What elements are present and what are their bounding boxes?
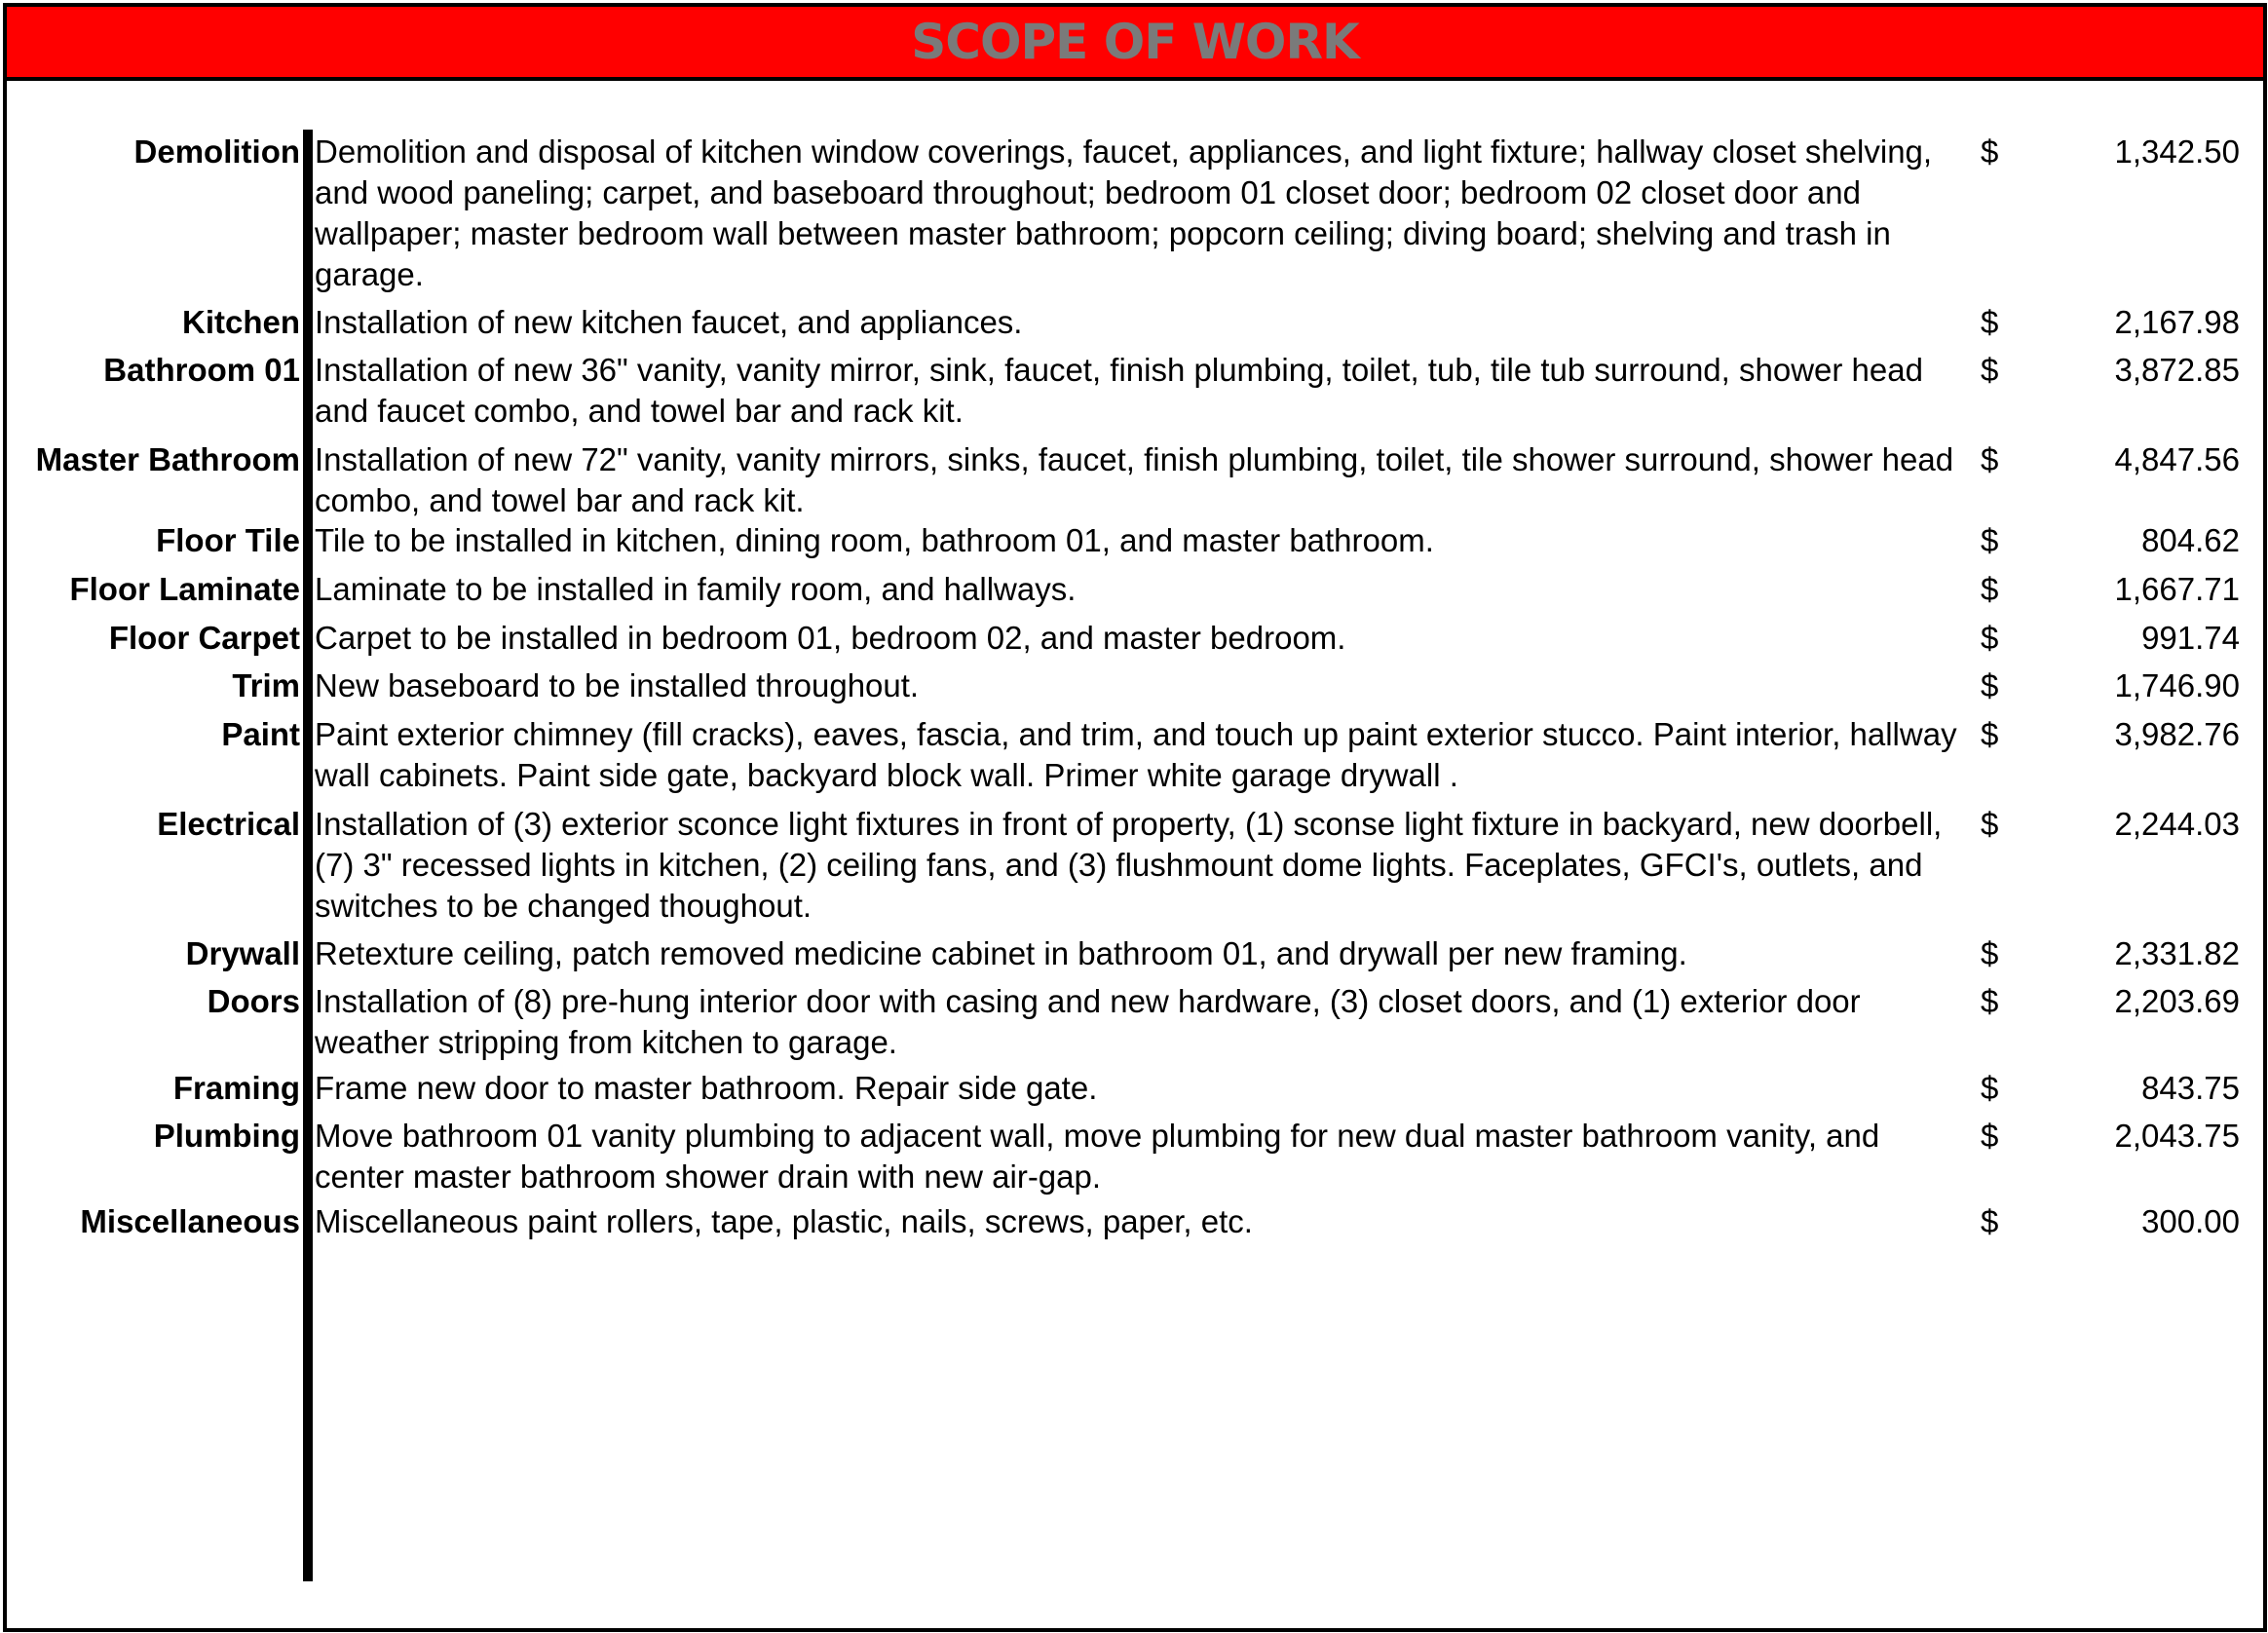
page-title: SCOPE OF WORK [911,14,1359,70]
scope-of-work-sheet [3,3,2267,1632]
description-text: Carpet to be installed in bedroom 01, bedroom 02, and master bedroom. [315,620,1346,656]
description-text: Move bathroom 01 vanity plumbing to adjacent wall, move plumbing for new dual master bathroom vanity, and center master bathroom shower drain with new air-gap. [315,1118,1880,1195]
amount-value: 1,746.90 [2114,667,2240,703]
currency-symbol: $ [1981,571,1999,607]
category-label: Doors: [207,983,311,1019]
amount-value: 4,847.56 [2114,441,2240,477]
amount-value: 1,667.71 [2114,571,2240,607]
description-text: Installation of (8) pre-hung interior door with casing and new hardware, (3) closet doors, and (1) exterior door weather stripping from kitchen to garage. [315,983,1861,1060]
description-text: New baseboard to be installed throughout. [315,667,920,703]
amount-value: 2,203.69 [2114,983,2240,1019]
description-text: Installation of (3) exterior sconce light fixtures in front of property, (1) sconse light fixture in backyard, new doorbell, (7) 3" recessed lights in kitchen, (2) ceiling fans, and (3) flushmount dome lights. Faceplates, GFCI's, outlets, and switches to be changed thoughout. [315,806,1943,924]
amount-value: 3,872.85 [2114,352,2240,388]
currency-symbol: $ [1981,983,1999,1019]
amount-value: 1,342.50 [2114,133,2240,170]
currency-symbol: $ [1981,806,1999,842]
description-text: Miscellaneous paint rollers, tape, plastic, nails, screws, paper, etc. [315,1203,1253,1239]
currency-symbol: $ [1981,716,1999,752]
description-text: Installation of new 36" vanity, vanity mirror, sink, faucet, finish plumbing, toilet, tub, tile tub surround, shower head and faucet combo, and towel bar and rack kit. [315,352,1923,429]
category-label: Framing: [172,1070,311,1106]
currency-symbol: $ [1981,441,1999,477]
description-text: Laminate to be installed in family room, and hallways. [315,571,1077,607]
currency-symbol: $ [1981,1203,1999,1239]
description-text: Frame new door to master bathroom. Repair side gate. [315,1070,1098,1106]
amount-value: 991.74 [2141,620,2240,656]
currency-symbol: $ [1981,620,1999,656]
currency-symbol: $ [1981,667,1999,703]
category-label: Drywall: [185,935,311,971]
currency-symbol: $ [1981,522,1999,558]
currency-symbol: $ [1981,1118,1999,1154]
amount-value: 843.75 [2141,1070,2240,1106]
column-divider [303,130,313,1581]
category-label: Plumbing: [153,1118,311,1154]
description-text: Demolition and disposal of kitchen window coverings, faucet, appliances, and light fixture; hallway closet shelving, and wood paneling; carpet, and baseboard throughout; bedroom 01 closet door; bedroom 02 closet door and wallpaper; master bedroom wall between master bathroom; popcorn ceiling; diving board; shelving and trash in garage. [315,133,1933,292]
currency-symbol: $ [1981,352,1999,388]
category-label: Floor Carpet: [108,620,311,656]
category-label: Electrical: [157,806,311,842]
title-bar [7,7,2263,81]
description-text: Installation of new 72" vanity, vanity mirrors, sinks, faucet, finish plumbing, toilet, tile shower surround, shower head combo, and towel bar and rack kit. [315,441,1954,518]
category-label: Trim: [232,667,311,703]
amount-value: 2,167.98 [2114,304,2240,340]
category-label: Kitchen: [182,304,311,340]
currency-symbol: $ [1981,304,1999,340]
currency-symbol: $ [1981,133,1999,170]
category-label: Miscellaneous: [80,1203,311,1239]
amount-value: 2,331.82 [2114,935,2240,971]
description-text: Tile to be installed in kitchen, dining room, bathroom 01, and master bathroom. [315,522,1434,558]
amount-value: 2,244.03 [2114,806,2240,842]
amount-value: 804.62 [2141,522,2240,558]
category-label: Paint: [221,716,311,752]
category-label: Floor Tile: [156,522,311,558]
amount-value: 2,043.75 [2114,1118,2240,1154]
category-label: Demolition: [133,133,311,170]
amount-value: 300.00 [2141,1203,2240,1239]
category-label: Floor Laminate: [69,571,311,607]
currency-symbol: $ [1981,935,1999,971]
amount-value: 3,982.76 [2114,716,2240,752]
description-text: Retexture ceiling, patch removed medicine cabinet in bathroom 01, and drywall per new framing. [315,935,1687,971]
category-label: Master Bathroom: [35,441,311,477]
currency-symbol: $ [1981,1070,1999,1106]
description-text: Paint exterior chimney (fill cracks), eaves, fascia, and trim, and touch up paint exterior stucco. Paint interior, hallway wall cabinets. Paint side gate, backyard block wall. Primer white garage drywall . [315,716,1957,793]
description-text: Installation of new kitchen faucet, and appliances. [315,304,1023,340]
category-label: Bathroom 01: [103,352,311,388]
